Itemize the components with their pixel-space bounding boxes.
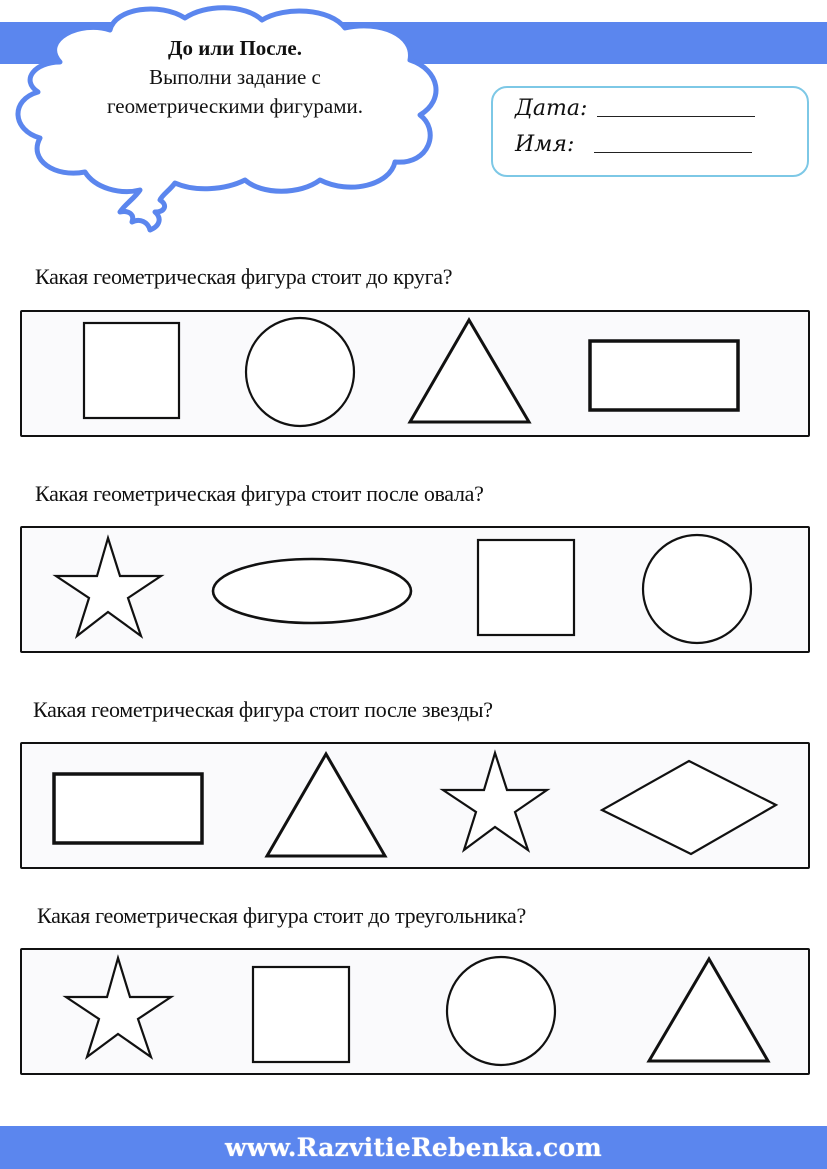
oval-icon[interactable] [213,559,411,623]
square-icon[interactable] [253,967,349,1062]
star-icon[interactable] [56,538,161,636]
square-icon[interactable] [478,540,574,635]
worksheet-instruction-line-1: Выполни задание с [149,65,321,89]
square-icon[interactable] [84,323,179,418]
rectangle-icon[interactable] [590,341,738,410]
triangle-icon[interactable] [649,959,768,1061]
star-icon[interactable] [66,958,171,1057]
task-4-question: Какая геометрическая фигура стоит до треугольника? [37,903,526,928]
task-2-question: Какая геометрическая фигура стоит после овала? [35,481,484,506]
triangle-icon[interactable] [267,754,385,856]
footer-band [0,1126,827,1169]
footer-url[interactable]: www.RazvitieRebenka.com [225,1133,602,1162]
task-1-question: Какая геометрическая фигура стоит до круга? [35,264,453,289]
circle-icon[interactable] [246,318,354,426]
circle-icon[interactable] [643,535,751,643]
rectangle-icon[interactable] [54,774,202,843]
rhombus-icon[interactable] [602,761,776,854]
name-label: Имя: [515,132,575,157]
star-icon[interactable] [443,753,547,850]
worksheet-instruction-line-2: геометрическими фигурами. [106,94,364,118]
triangle-icon[interactable] [410,320,529,422]
worksheet-title: До или После. [168,36,302,60]
date-label: Дата: [515,96,588,121]
task-3-question: Какая геометрическая фигура стоит после звезды? [33,697,493,722]
circle-icon[interactable] [447,957,555,1065]
